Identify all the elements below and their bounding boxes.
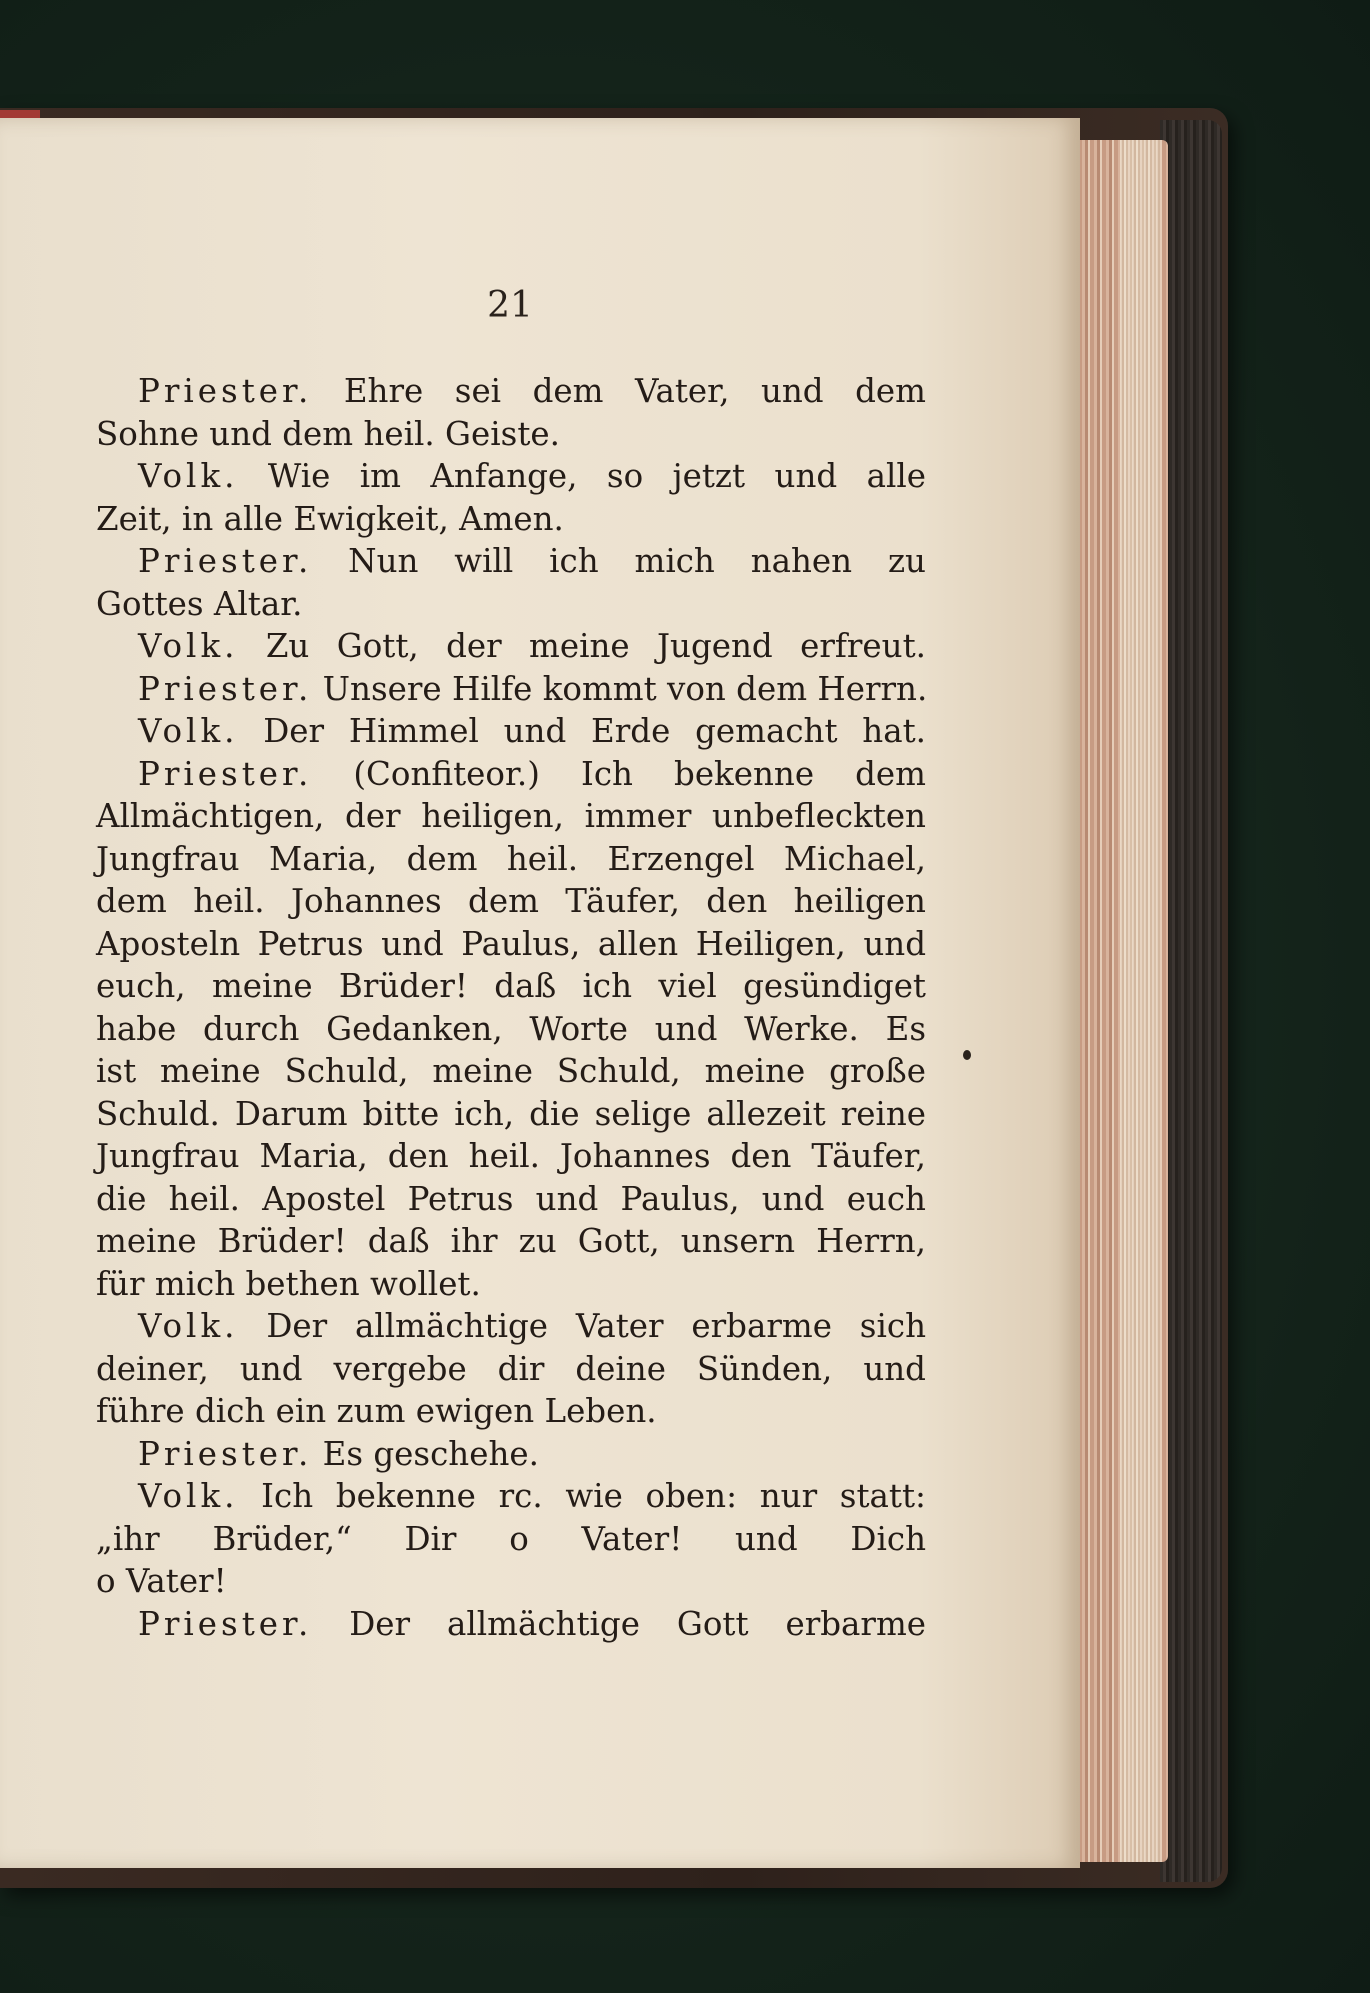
text-line: Priester. Unsere Hilfe kommt von dem Herrn. [138,669,928,708]
text-line: Schuld. Darum bitte ich, die selige allezeit reine [96,1094,926,1133]
text-line: Volk. Ich bekenne rc. wie oben: nur statt: [138,1477,926,1515]
text-line: führe dich ein zum ewigen Leben. [96,1392,657,1430]
red-edge-mark [0,110,40,118]
text-line: für mich bethen wollet. [96,1264,481,1303]
text-line: Priester. (Confiteor.) Ich bekenne dem [138,754,926,793]
text-line: euch, meine Brüder! daß ich viel gesündiget [96,967,926,1005]
text-line: Volk. Der Himmel und Erde gemacht hat. [138,712,926,750]
ink-speck [963,1050,971,1060]
text-line: Aposteln Petrus und Paulus, allen Heiligen, und [96,924,926,963]
text-line: Jungfrau Maria, dem heil. Erzengel Michael, [96,839,926,878]
text-line: Volk. Zu Gott, der meine Jugend erfreut. [138,627,926,665]
text-line: ist meine Schuld, meine Schuld, meine große [96,1052,926,1090]
text-line: Volk. Der allmächtige Vater erbarme sich [138,1307,926,1345]
text-line: o Vater! [96,1562,227,1600]
book-spine-edge [1160,120,1222,1882]
text-line: Zeit, in alle Ewigkeit, Amen. [96,499,564,538]
text-line: Priester. Ehre sei dem Vater, und dem [138,372,926,410]
text-line: Sohne und dem heil. Geiste. [96,414,560,453]
text-line: Priester. Es geschehe. [138,1434,539,1473]
page-number: 21 [487,285,533,326]
text-line: Volk. Wie im Anfange, so jetzt und alle [138,457,926,495]
text-line: deiner, und vergebe dir deine Sünden, und [96,1349,926,1388]
text-line: Jungfrau Maria, den heil. Johannes den Täufer, [96,1137,926,1175]
text-line: Priester. Der allmächtige Gott erbarme [138,1604,926,1643]
text-line: „ihr Brüder,“ Dir o Vater! und Dich [96,1519,926,1558]
text-line: meine Brüder! daß ihr zu Gott, unsern Herrn, [96,1222,926,1260]
text-line: Gottes Altar. [96,584,303,623]
text-line: Allmächtigen, der heiligen, immer unbefleckten [96,797,926,835]
page-text [96,370,926,1645]
text-line: dem heil. Johannes dem Täufer, den heiligen [96,882,926,920]
page-stack-highlight [1120,140,1160,1862]
text-line: habe durch Gedanken, Worte und Werke. Es [96,1009,926,1048]
text-line: Priester. Nun will ich mich nahen zu [138,542,926,580]
text-line: die heil. Apostel Petrus und Paulus, und euch [96,1179,926,1218]
